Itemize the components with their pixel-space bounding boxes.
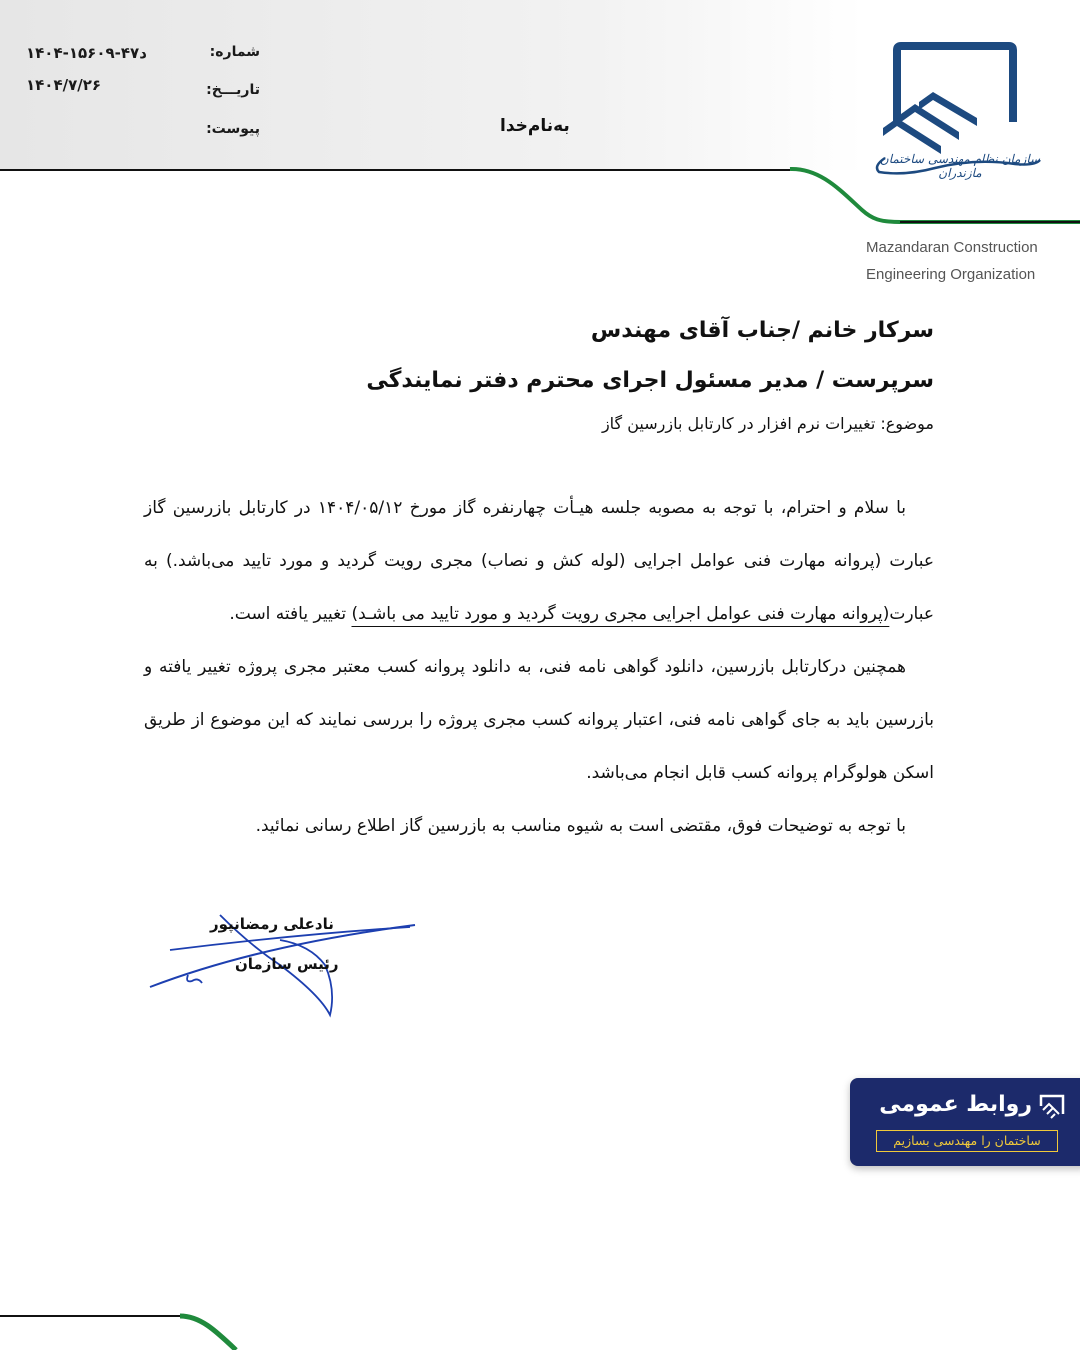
bismillah-heading: به‌نام‌خدا [500,116,570,136]
handshake-house-icon [1037,1092,1067,1122]
paragraph-1-underlined: (پروانه مهارت فنی عوامل اجرایی مجری رویت گردید و مورد تایید می باشـد) [351,604,890,624]
paragraph-1-end: تغییر یافته است. [229,604,352,624]
addressee-line-1: سرکار خانم /جناب آقای مهندس [590,318,934,343]
signatory-title: رئیس سازمان [235,955,339,973]
date-label: تاریـــخ: [206,82,260,98]
paragraph-1-text: با سلام و احترام، با توجه به مصوبه جلسه هیـأت چهارنفره گاز مورخ ۱۴۰۴/۰۵/۱۲ در کارتابل بازرسین گاز عبارت (پروانه مهارت فنی عوامل اجرایی (لوله کش و نصاب) مجری رویت گردید و مورد تایید می‌باشد.) به عبارت [144,498,934,624]
letter-subject: موضوع: تغییرات نرم افزار در کارتابل بازرسین گاز [601,414,934,433]
public-relations-badge [850,1078,1080,1166]
date-value: ۱۴۰۴/۷/۲۶ [26,76,102,94]
organization-name-fa: سازمان نظام مهندسی ساختمان مازندران [879,152,1041,180]
paragraph-1 [144,482,934,641]
addressee-line-2: سرپرست / مدیر مسئول اجرای محترم دفتر نمایندگی [366,368,934,393]
paragraph-3: با توجه به توضیحات فوق، مقتضی است به شیوه مناسب به بازرسین گاز اطلاع رسانی نمائید. [255,816,906,836]
organization-name-en-line1: Mazandaran Construction [866,239,1038,256]
number-label: شماره: [209,44,260,60]
organization-logo [865,40,1055,190]
number-value: ۱۴۰۴-د۴۷-۱۵۶۰۹ [26,44,147,62]
attachment-label: پیوست: [206,121,260,137]
badge-subtitle: ساختمان را مهندسی بسازیم [876,1130,1058,1152]
signatory-name: نادعلی رمضانپور [210,915,334,933]
footer-divider [0,1300,400,1350]
organization-name-en [866,234,1038,288]
organization-name-en-line2: Engineering Organization [866,266,1036,283]
paragraph-2: همچنین درکارتابل بازرسین، دانلود گواهی نامه فنی، به دانلود پروانه کسب معتبر مجری پروژه تغییر یافته و بازرسین باید به جای گواهی نامه فنی، اعتبار پروانه کسب مجری پروژه را بررسی نمایند که این موضوع از طریق اسکن هولوگرام پروانه کسب قابل انجام می‌باشد. [144,657,934,783]
badge-title: روابط عمومی [879,1092,1032,1117]
letter-body [144,482,934,853]
